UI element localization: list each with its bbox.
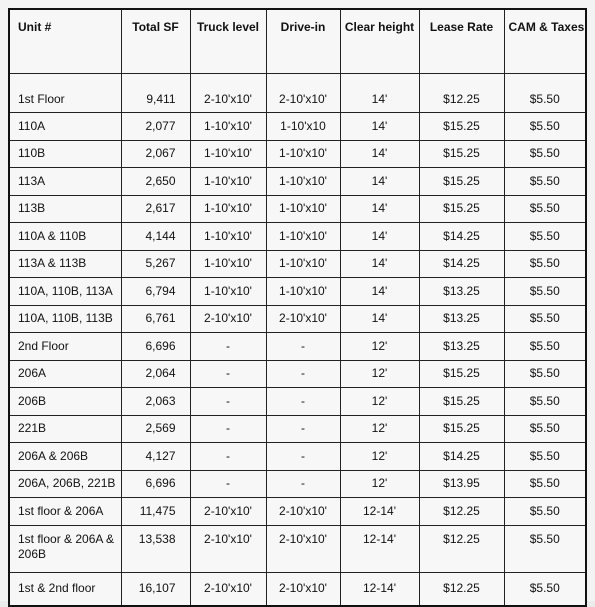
table-row [9, 525, 586, 572]
cell-unit: 1st floor & 206A & 206B [9, 525, 121, 572]
cell-lease-rate: $15.25 [419, 140, 504, 168]
header-lease-rate: Lease Rate [419, 9, 504, 74]
cell-truck-level: 2-10'x10' [190, 305, 266, 333]
cell-truck-level: 1-10'x10' [190, 223, 266, 251]
cell-drive-in: - [266, 333, 340, 361]
header-cam-taxes: CAM & Taxes [504, 9, 586, 74]
header-drive-in: Drive-in [266, 9, 340, 74]
header-row [9, 9, 586, 74]
cell-drive-in: 2-10'x10' [266, 572, 340, 606]
cell-cam-taxes: $5.50 [504, 140, 586, 168]
cell-truck-level: 2-10'x10' [190, 525, 266, 572]
cell-drive-in: 1-10'x10' [266, 223, 340, 251]
cell-total-sf: 9,411 [121, 74, 190, 113]
cell-clear-height: 14' [340, 195, 419, 223]
cell-clear-height: 14' [340, 223, 419, 251]
table-row [9, 498, 586, 526]
cell-truck-level: 1-10'x10' [190, 113, 266, 141]
table-row [9, 223, 586, 251]
cell-unit: 221B [9, 415, 121, 443]
cell-total-sf: 2,067 [121, 140, 190, 168]
cell-truck-level: 2-10'x10' [190, 498, 266, 526]
cell-truck-level: - [190, 443, 266, 471]
cell-unit: 110A & 110B [9, 223, 121, 251]
cell-drive-in: 1-10'x10' [266, 168, 340, 196]
cell-unit: 206A [9, 360, 121, 388]
cell-total-sf: 2,063 [121, 388, 190, 416]
cell-truck-level: 1-10'x10' [190, 278, 266, 306]
cell-cam-taxes: $5.50 [504, 168, 586, 196]
cell-clear-height: 14' [340, 278, 419, 306]
cell-cam-taxes: $5.50 [504, 388, 586, 416]
cell-cam-taxes: $5.50 [504, 498, 586, 526]
cell-lease-rate: $13.95 [419, 470, 504, 498]
cell-clear-height: 12' [340, 388, 419, 416]
cell-unit: 206A & 206B [9, 443, 121, 471]
cell-total-sf: 4,144 [121, 223, 190, 251]
table-row [9, 113, 586, 141]
table-row [9, 278, 586, 306]
cell-total-sf: 2,650 [121, 168, 190, 196]
cell-truck-level: 2-10'x10' [190, 572, 266, 606]
cell-drive-in: 1-10'x10 [266, 113, 340, 141]
header-unit: Unit # [9, 9, 121, 74]
cell-drive-in: 1-10'x10' [266, 250, 340, 278]
cell-unit: 113B [9, 195, 121, 223]
cell-clear-height: 14' [340, 305, 419, 333]
cell-lease-rate: $15.25 [419, 360, 504, 388]
cell-lease-rate: $14.25 [419, 250, 504, 278]
table-row [9, 470, 586, 498]
header-truck-level: Truck level [190, 9, 266, 74]
cell-clear-height: 12' [340, 470, 419, 498]
cell-unit: 1st & 2nd floor [9, 572, 121, 606]
cell-unit: 1st floor & 206A [9, 498, 121, 526]
cell-total-sf: 13,538 [121, 525, 190, 572]
cell-total-sf: 4,127 [121, 443, 190, 471]
cell-truck-level: 1-10'x10' [190, 195, 266, 223]
cell-unit: 206A, 206B, 221B [9, 470, 121, 498]
cell-total-sf: 2,569 [121, 415, 190, 443]
cell-total-sf: 5,267 [121, 250, 190, 278]
cell-cam-taxes: $5.50 [504, 525, 586, 572]
cell-drive-in: 1-10'x10' [266, 278, 340, 306]
cell-clear-height: 12-14' [340, 498, 419, 526]
cell-clear-height: 12' [340, 415, 419, 443]
cell-cam-taxes: $5.50 [504, 360, 586, 388]
table-row [9, 360, 586, 388]
cell-unit: 2nd Floor [9, 333, 121, 361]
cell-clear-height: 14' [340, 140, 419, 168]
table-row [9, 250, 586, 278]
cell-clear-height: 14' [340, 74, 419, 113]
cell-unit: 110B [9, 140, 121, 168]
cell-drive-in: - [266, 388, 340, 416]
cell-lease-rate: $15.25 [419, 113, 504, 141]
table-row [9, 415, 586, 443]
cell-clear-height: 14' [340, 250, 419, 278]
cell-unit: 110A, 110B, 113B [9, 305, 121, 333]
table-row [9, 388, 586, 416]
cell-truck-level: 1-10'x10' [190, 140, 266, 168]
cell-lease-rate: $12.25 [419, 498, 504, 526]
cell-cam-taxes: $5.50 [504, 195, 586, 223]
cell-cam-taxes: $5.50 [504, 305, 586, 333]
lease-table [8, 8, 587, 607]
cell-drive-in: - [266, 415, 340, 443]
cell-lease-rate: $15.25 [419, 168, 504, 196]
cell-drive-in: 2-10'x10' [266, 525, 340, 572]
cell-total-sf: 2,077 [121, 113, 190, 141]
cell-lease-rate: $15.25 [419, 415, 504, 443]
cell-unit: 113A [9, 168, 121, 196]
cell-clear-height: 12' [340, 333, 419, 361]
cell-total-sf: 2,064 [121, 360, 190, 388]
cell-lease-rate: $14.25 [419, 443, 504, 471]
cell-drive-in: 2-10'x10' [266, 74, 340, 113]
cell-cam-taxes: $5.50 [504, 443, 586, 471]
table-row [9, 333, 586, 361]
cell-lease-rate: $15.25 [419, 195, 504, 223]
header-clear-height: Clear height [340, 9, 419, 74]
table-row [9, 140, 586, 168]
cell-truck-level: - [190, 415, 266, 443]
cell-clear-height: 14' [340, 113, 419, 141]
cell-lease-rate: $13.25 [419, 278, 504, 306]
cell-clear-height: 12-14' [340, 572, 419, 606]
cell-lease-rate: $13.25 [419, 305, 504, 333]
cell-clear-height: 12' [340, 360, 419, 388]
cell-lease-rate: $13.25 [419, 333, 504, 361]
cell-drive-in: - [266, 443, 340, 471]
table-row [9, 74, 586, 113]
cell-drive-in: - [266, 470, 340, 498]
table-row [9, 305, 586, 333]
cell-total-sf: 16,107 [121, 572, 190, 606]
cell-clear-height: 14' [340, 168, 419, 196]
cell-truck-level: 1-10'x10' [190, 250, 266, 278]
cell-cam-taxes: $5.50 [504, 278, 586, 306]
cell-unit: 206B [9, 388, 121, 416]
cell-total-sf: 6,761 [121, 305, 190, 333]
header-total-sf: Total SF [121, 9, 190, 74]
cell-truck-level: - [190, 388, 266, 416]
cell-lease-rate: $12.25 [419, 525, 504, 572]
cell-cam-taxes: $5.50 [504, 113, 586, 141]
cell-cam-taxes: $5.50 [504, 470, 586, 498]
cell-drive-in: - [266, 360, 340, 388]
cell-cam-taxes: $5.50 [504, 415, 586, 443]
cell-total-sf: 11,475 [121, 498, 190, 526]
cell-drive-in: 1-10'x10' [266, 140, 340, 168]
cell-lease-rate: $12.25 [419, 74, 504, 113]
cell-drive-in: 1-10'x10' [266, 195, 340, 223]
table-row [9, 195, 586, 223]
cell-clear-height: 12-14' [340, 525, 419, 572]
cell-unit: 113A & 113B [9, 250, 121, 278]
table-row [9, 168, 586, 196]
cell-truck-level: - [190, 333, 266, 361]
cell-unit: 1st Floor [9, 74, 121, 113]
cell-truck-level: - [190, 360, 266, 388]
cell-truck-level: 2-10'x10' [190, 74, 266, 113]
cell-lease-rate: $14.25 [419, 223, 504, 251]
cell-cam-taxes: $5.50 [504, 333, 586, 361]
cell-total-sf: 2,617 [121, 195, 190, 223]
cell-drive-in: 2-10'x10' [266, 498, 340, 526]
cell-total-sf: 6,696 [121, 333, 190, 361]
cell-cam-taxes: $5.50 [504, 250, 586, 278]
cell-truck-level: 1-10'x10' [190, 168, 266, 196]
cell-unit: 110A, 110B, 113A [9, 278, 121, 306]
table-body [9, 74, 586, 607]
cell-cam-taxes: $5.50 [504, 74, 586, 113]
cell-total-sf: 6,696 [121, 470, 190, 498]
cell-lease-rate: $15.25 [419, 388, 504, 416]
cell-unit: 110A [9, 113, 121, 141]
cell-truck-level: - [190, 470, 266, 498]
cell-total-sf: 6,794 [121, 278, 190, 306]
cell-cam-taxes: $5.50 [504, 223, 586, 251]
cell-cam-taxes: $5.50 [504, 572, 586, 606]
cell-lease-rate: $12.25 [419, 572, 504, 606]
cell-drive-in: 2-10'x10' [266, 305, 340, 333]
table-row [9, 443, 586, 471]
cell-clear-height: 12' [340, 443, 419, 471]
